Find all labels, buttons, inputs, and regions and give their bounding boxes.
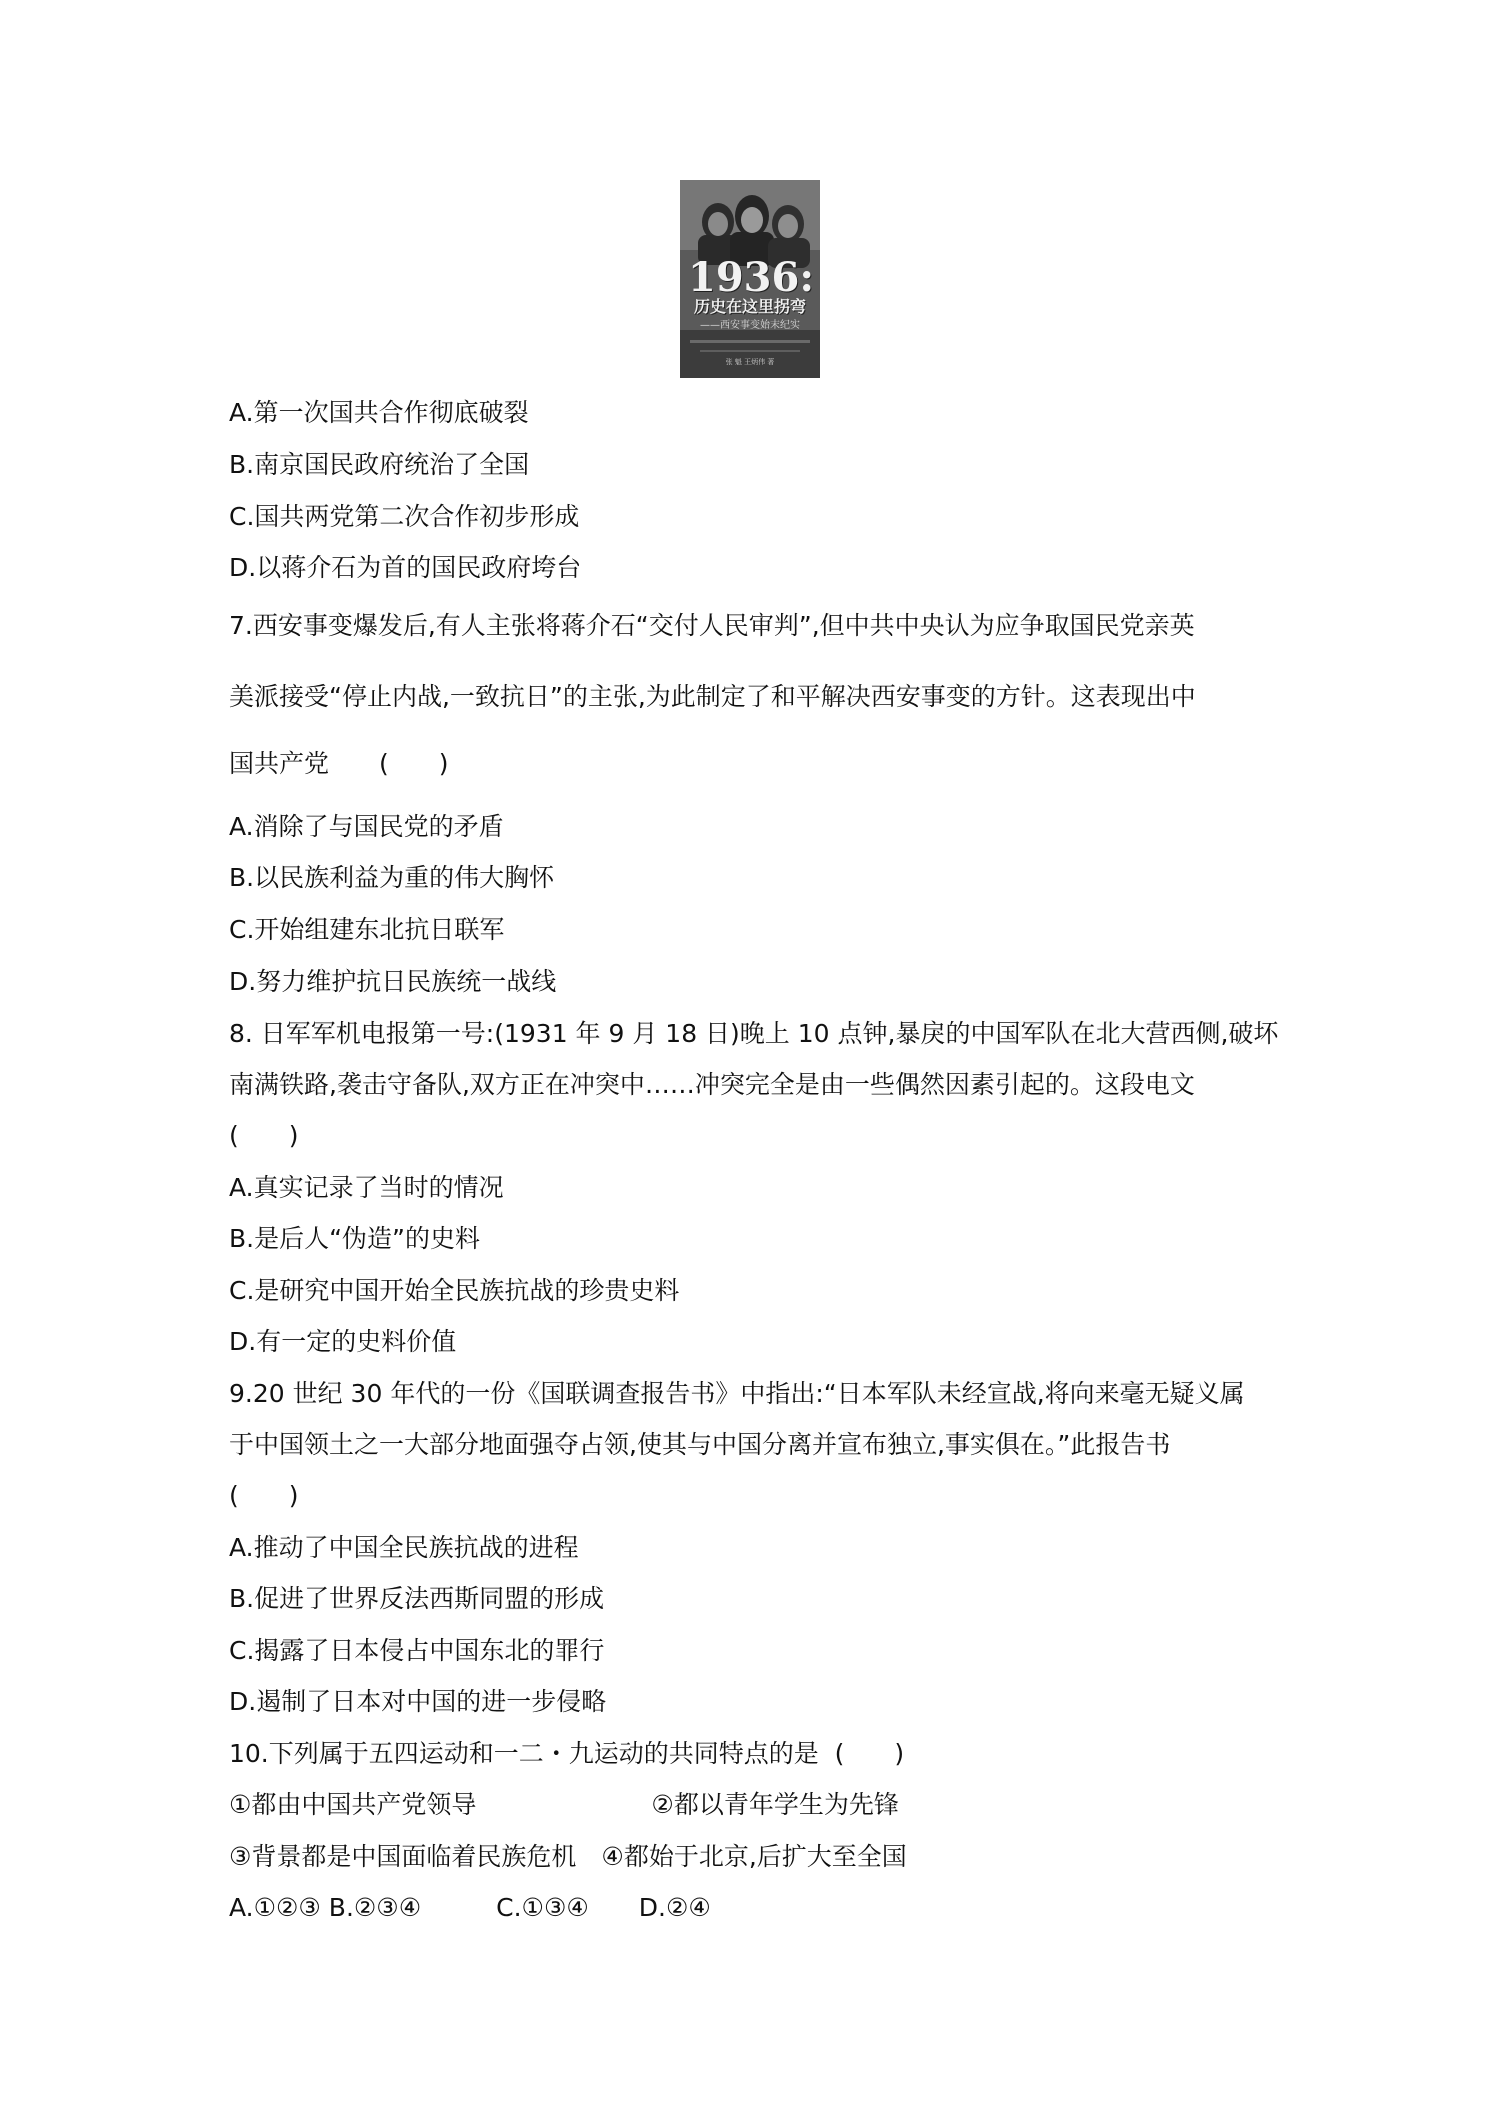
- q8-stem-line-1: 8. 日军军机电报第一号:(1931 年 9 月 18 日)晚上 10 点钟,暴戾的中国军队在北大营西侧,破坏: [229, 1019, 1279, 1048]
- q7-option-d: D.努力维护抗日民族统一战线: [229, 967, 557, 996]
- q8-stem-line-3: ( ): [229, 1121, 299, 1150]
- q10-items-line-1: ①都由中国共产党领导 ②都以青年学生为先锋: [229, 1790, 899, 1819]
- cover-author: 张 魁 王炳伟 著: [725, 358, 775, 366]
- q9-option-d: D.遏制了日本对中国的进一步侵略: [229, 1687, 607, 1716]
- q9-option-c: C.揭露了日本侵占中国东北的罪行: [229, 1636, 605, 1665]
- cover-title: 历史在这里拐弯: [693, 297, 806, 316]
- q7-option-a: A.消除了与国民党的矛盾: [229, 812, 504, 841]
- q6-option-a: A.第一次国共合作彻底破裂: [229, 398, 529, 427]
- q7-stem-line-2: 美派接受“停止内战,一致抗日”的主张,为此制定了和平解决西安事变的方针。这表现出中: [229, 682, 1196, 711]
- q10-items-line-2: ③背景都是中国面临着民族危机 ④都始于北京,后扩大至全国: [229, 1842, 907, 1871]
- q7-option-c: C.开始组建东北抗日联军: [229, 915, 505, 944]
- q9-option-b: B.促进了世界反法西斯同盟的形成: [229, 1584, 605, 1613]
- q6-option-d: D.以蒋介石为首的国民政府垮台: [229, 553, 582, 582]
- q8-option-d: D.有一定的史料价值: [229, 1327, 457, 1356]
- cover-subtitle: ——西安事变始末纪实: [700, 320, 800, 331]
- q8-stem-line-2: 南满铁路,袭击守备队,双方正在冲突中……冲突完全是由一些偶然因素引起的。这段电文: [229, 1070, 1195, 1099]
- cover-year: 1936:: [688, 254, 815, 301]
- q7-stem-line-3: 国共产党 ( ): [229, 749, 449, 778]
- q9-stem-line-1: 9.20 世纪 30 年代的一份《国联调查报告书》中指出:“日本军队未经宣战,将向来毫无疑义属: [229, 1379, 1245, 1408]
- q8-option-a: A.真实记录了当时的情况: [229, 1173, 504, 1202]
- q6-option-b: B.南京国民政府统治了全国: [229, 450, 530, 479]
- q9-stem-line-2: 于中国领土之一大部分地面强夺占领,使其与中国分离并宣布独立,事实俱在。”此报告书: [229, 1430, 1171, 1459]
- q9-option-a: A.推动了中国全民族抗战的进程: [229, 1533, 579, 1562]
- q10-stem: 10.下列属于五四运动和一二・九运动的共同特点的是 ( ): [229, 1739, 905, 1768]
- q6-option-c: C.国共两党第二次合作初步形成: [229, 502, 580, 531]
- q10-options: A.①②③ B.②③④ C.①③④ D.②④: [229, 1893, 711, 1922]
- q9-stem-line-3: ( ): [229, 1481, 299, 1510]
- q8-option-c: C.是研究中国开始全民族抗战的珍贵史料: [229, 1276, 680, 1305]
- q7-option-b: B.以民族利益为重的伟大胸怀: [229, 863, 555, 892]
- book-cover-image: [680, 180, 820, 378]
- q7-stem-line-1: 7.西安事变爆发后,有人主张将蒋介石“交付人民审判”,但中共中央认为应争取国民党亲英: [229, 611, 1195, 640]
- q8-option-b: B.是后人“伪造”的史料: [229, 1224, 481, 1253]
